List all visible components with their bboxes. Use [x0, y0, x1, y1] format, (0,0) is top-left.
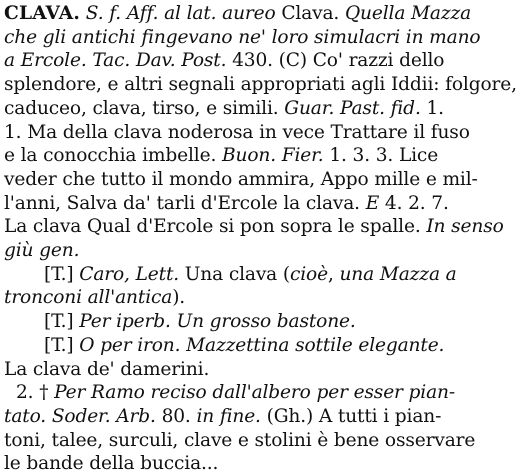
italic-text: Guar. Past. fid.	[284, 97, 421, 119]
italic-text: Caro, Lett.	[79, 263, 180, 285]
italic-text: S. f. Aff. al lat. aureo	[80, 3, 282, 24]
text-run: [T.]	[44, 263, 80, 285]
text-run: 1. Ma della clava noderosa in vece Trattare il fuso	[4, 121, 470, 143]
italic-text: a Ercole. Tac. Dav. Post.	[4, 50, 227, 72]
entry-line	[4, 381, 470, 405]
italic-text: O per iron. Mazzettina sottile elegante.	[79, 334, 445, 356]
italic-text: in fine.	[196, 405, 261, 427]
italic-text: una Mazza a	[339, 263, 457, 285]
italic-text: Per Ramo reciso dall'albero per esser pian-	[54, 382, 455, 404]
text-run: caduceo, clava, tirso, e simili.	[4, 97, 285, 119]
text-run: 2. †	[16, 382, 55, 404]
entry-line	[4, 121, 470, 145]
text-run: 1. 3. 3. Lice	[323, 145, 439, 167]
entry-line	[4, 358, 470, 382]
text-run: [T.]	[44, 311, 80, 333]
entry-line	[4, 429, 476, 453]
entry-line	[4, 263, 470, 287]
headword: CLAVA.	[4, 3, 81, 24]
italic-text: Buon. Fier.	[221, 145, 324, 167]
text-run: toni, talee, surculi, clave e stolini è bene osservare	[4, 429, 476, 451]
entry-line	[4, 286, 470, 310]
italic-text: cioè	[289, 263, 328, 285]
entry-line	[4, 49, 470, 73]
text-run: [T.]	[44, 334, 80, 356]
text-run: 4. 2. 7.	[379, 192, 449, 214]
text-run: splendore, e altri segnali appropriati agli Iddii: folgore,	[4, 74, 517, 96]
text-run: ).	[172, 287, 186, 309]
italic-text: Per iperb. Un grosso bastone.	[79, 311, 356, 333]
italic-text: In senso	[426, 216, 504, 238]
italic-text: giù gen.	[4, 240, 80, 262]
text-run: e la conocchia imbelle.	[4, 145, 222, 167]
entry-line	[4, 334, 470, 358]
entry-line	[4, 192, 470, 216]
entry-line	[4, 239, 470, 263]
entry-line	[4, 2, 470, 26]
text-run: La clava de' damerini.	[4, 358, 210, 380]
italic-text: tronconi all'antica	[4, 287, 173, 309]
text-run: 1.	[420, 97, 444, 119]
entry-line	[4, 310, 470, 334]
text-run: le bande della buccia...	[4, 453, 219, 475]
entry-line	[4, 97, 470, 121]
entry-line	[4, 215, 504, 239]
entry-line	[4, 73, 517, 97]
text-run: veder che tutto il mondo ammira, Appo mille e mil-	[4, 168, 478, 190]
entry-line	[4, 452, 470, 476]
italic-text: E	[365, 192, 380, 214]
entry-line	[4, 144, 470, 168]
text-run: Clava.	[281, 3, 340, 24]
text-run: ,	[327, 263, 340, 285]
italic-text: che gli antichi fingevano ne' loro simulacri in mano	[4, 26, 481, 48]
entry-line	[4, 405, 470, 429]
text-run: l'anni, Salva da' tarli d'Ercole la clava.	[4, 192, 366, 214]
text-run: 430. (C) Co' razzi dello	[226, 50, 445, 72]
entry-line	[4, 168, 478, 192]
text-run: (Gh.) A tutti i pian-	[260, 405, 442, 427]
italic-text: tato. Soder. Arb.	[4, 405, 156, 427]
text-run: 80.	[155, 405, 197, 427]
text-run: Una clava (	[179, 263, 290, 285]
dictionary-entry	[4, 2, 517, 476]
entry-line	[4, 26, 481, 50]
italic-text: Quella Mazza	[339, 3, 472, 24]
text-run: La clava Qual d'Ercole si pon sopra le spalle.	[4, 216, 427, 238]
